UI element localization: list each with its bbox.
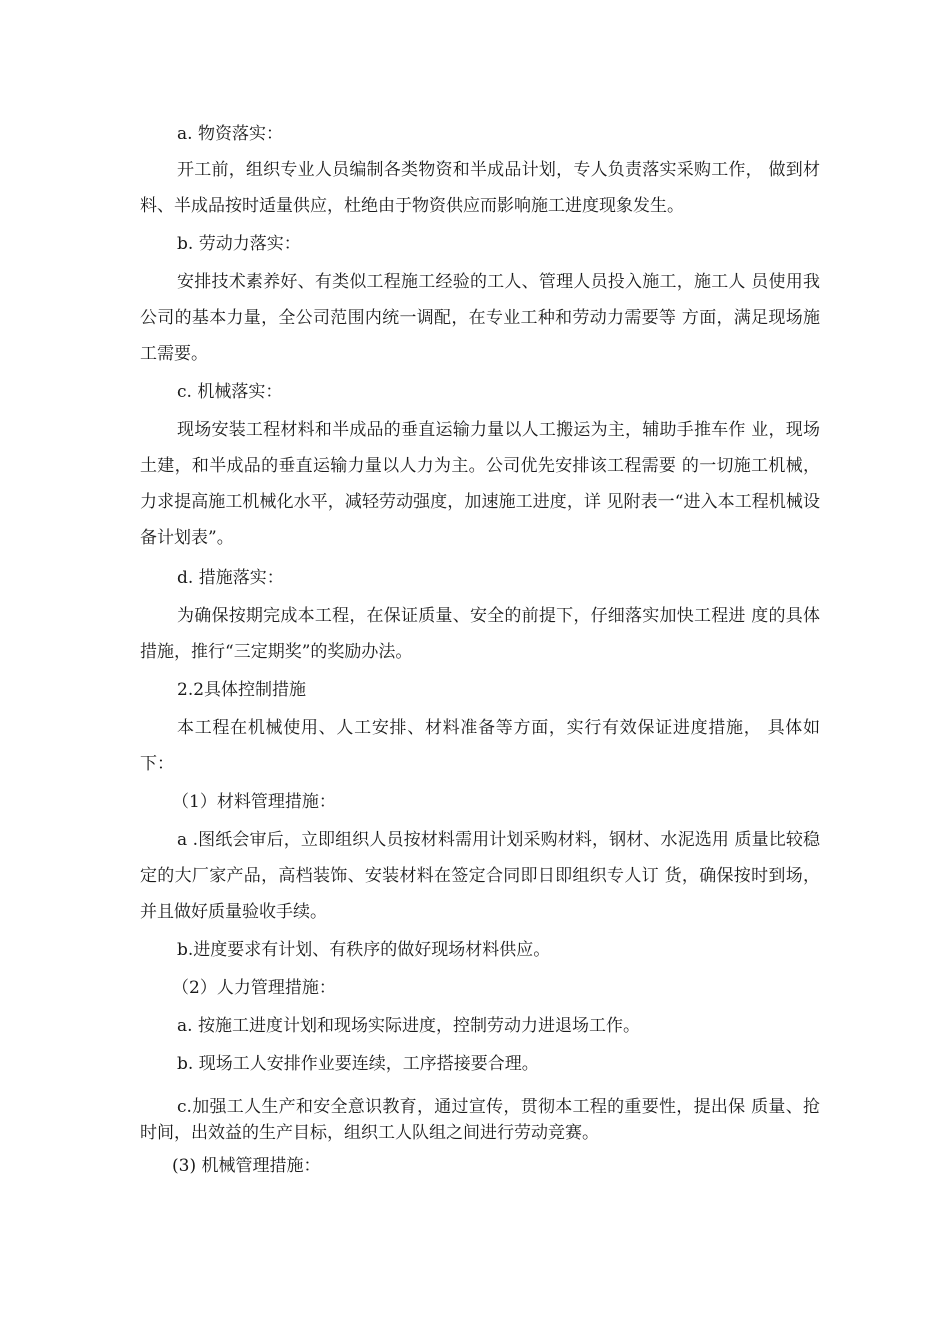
section-heading-machinery-supply: c. 机械落实： [177, 382, 283, 402]
subsection-heading-machinery-management: (3) 机械管理措施： [172, 1156, 321, 1176]
paragraph-labor-management-c: c.加强工人生产和安全意识教育，通过宣传，贯彻本工程的重要性，提出保 质量、抢时间，出效益的生产目标，组织工人队组之间进行劳动竞赛。 [140, 1097, 820, 1143]
paragraph-labor-supply: 安排技术素养好、有类似工程施工经验的工人、管理人员投入施工，施工人 员使用我公司的基本力量，全公司范围内统一调配，在专业工种和劳动力需要等 方面，满足现场施工需要。 [140, 272, 820, 364]
subsection-heading-material-management: （1）材料管理措施： [172, 792, 336, 812]
section-heading-material-supply: a. 物资落实： [177, 124, 283, 144]
paragraph-measures-supply: 为确保按期完成本工程，在保证质量、安全的前提下，仔细落实加快工程进 度的具体措施，推行“三定期奖”的奖励办法。 [140, 606, 820, 662]
paragraph-labor-management-a: a. 按施工进度计划和现场实际进度，控制劳动力进退场工作。 [177, 1016, 640, 1036]
paragraph-material-supply: 开工前，组织专业人员编制各类物资和半成品计划，专人负责落实采购工作， 做到材料、半成品按时适量供应，杜绝由于物资供应而影响施工进度现象发生。 [140, 160, 820, 216]
section-heading-measures-supply: d. 措施落实： [177, 568, 284, 588]
section-heading-control-measures: 2.2具体控制措施 [177, 680, 307, 700]
section-heading-labor-supply: b. 劳动力落实： [177, 234, 301, 254]
paragraph-control-measures: 本工程在机械使用、人工安排、材料准备等方面，实行有效保证进度措施， 具体如下： [140, 718, 820, 774]
paragraph-machinery-supply: 现场安装工程材料和半成品的垂直运输力量以人工搬运为主，辅助手推车作 业，现场土建，和半成品的垂直运输力量以人力为主。公司优先安排该工程需要 的一切施工机械，力求提高施工机械化水平，减轻劳动强度，加速施工进度，详 见附表一“进入本工程机械设备计划表”。 [140, 420, 820, 548]
paragraph-labor-management-b: b. 现场工人安排作业要连续，工序搭接要合理。 [177, 1054, 539, 1074]
subsection-heading-labor-management: （2）人力管理措施： [172, 978, 336, 998]
paragraph-material-management-a: a .图纸会审后，立即组织人员按材料需用计划采购材料，钢材、水泥选用 质量比较稳定的大厂家产品，高档装饰、安装材料在签定合同即日即组织专人订 货，确保按时到场，并且做好质量验收手续。 [140, 830, 820, 922]
paragraph-material-management-b: b.进度要求有计划、有秩序的做好现场材料供应。 [177, 940, 551, 960]
